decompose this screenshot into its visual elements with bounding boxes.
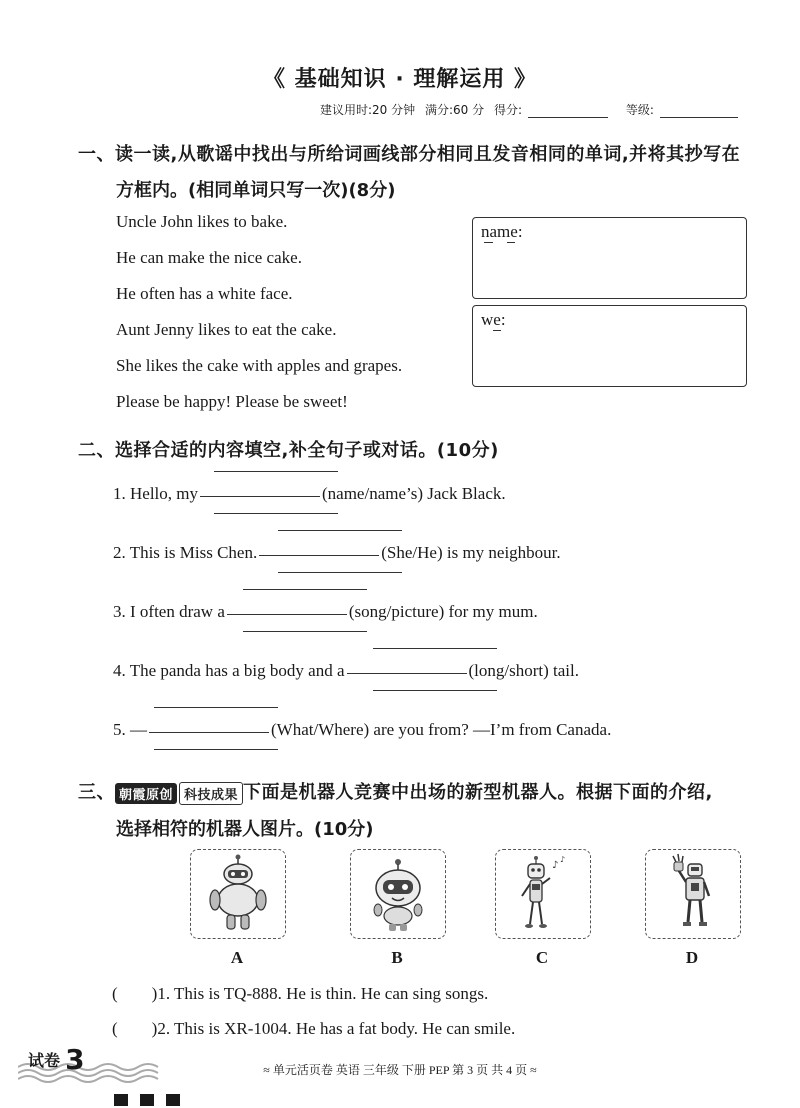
question-num: 2. — [113, 543, 126, 562]
question-4 — [113, 661, 579, 681]
singing-robot-icon — [496, 850, 590, 938]
badge-label: 试卷 — [28, 1051, 61, 1070]
rhyme-line: Uncle John likes to bake. — [116, 212, 288, 231]
question-1 — [113, 484, 506, 504]
rhyme-line: Aunt Jenny likes to eat the cake. — [116, 320, 337, 339]
option-label-a: A — [230, 948, 244, 967]
page-title — [0, 62, 800, 93]
fat-robot-icon — [191, 850, 285, 938]
answer-paren-open: ( — [112, 984, 118, 1003]
answer-blank[interactable] — [347, 673, 467, 674]
waving-robot-icon — [646, 850, 740, 938]
question-2 — [113, 543, 561, 563]
question-3 — [113, 602, 538, 622]
option-label-c: C — [535, 948, 549, 967]
question-after: (long/short) tail. — [468, 661, 579, 680]
answer-blank[interactable] — [149, 732, 269, 733]
guide-line — [373, 648, 497, 649]
answer-paren-open: ( — [112, 1019, 118, 1038]
section3-heading-cont: 选择相符的机器人图片。(10分) — [116, 819, 374, 840]
corner-mark — [166, 1094, 180, 1106]
corner-mark — [140, 1094, 154, 1106]
answer-blank[interactable] — [259, 555, 379, 556]
question-num: 1. — [113, 484, 126, 503]
answer-blank[interactable] — [227, 614, 347, 615]
guide-line — [278, 530, 402, 531]
score-blank[interactable] — [528, 117, 608, 118]
question-5 — [113, 720, 611, 740]
rhyme-line: He often has a white face. — [116, 284, 293, 303]
tech-tag: 科技成果 — [179, 782, 243, 805]
rhyme-line: He can make the nice cake. — [116, 248, 302, 267]
question-before: — — [130, 720, 147, 739]
option-label-b: B — [391, 948, 403, 967]
guide-line — [154, 707, 278, 708]
underline-mark — [493, 330, 501, 331]
option-label-d: D — [685, 948, 699, 967]
question-after: (name/name’s) Jack Black. — [322, 484, 506, 503]
answer-blank[interactable] — [200, 496, 320, 497]
guide-line — [243, 631, 367, 632]
svg-text:♪: ♪ — [552, 860, 559, 871]
underline-mark — [484, 242, 493, 243]
robot-card-d[interactable] — [645, 849, 741, 939]
section3-num: 三、 — [78, 782, 115, 803]
badge-number: 3 — [65, 1043, 85, 1076]
grade-blank[interactable] — [660, 117, 738, 118]
svg-text:♪: ♪ — [560, 855, 566, 864]
answer-paren-close: ) — [151, 984, 158, 1003]
footer-info: ≈ 单元活页卷 英语 三年级 下册 PEP 第 3 页 共 4 页 ≈ — [263, 1063, 537, 1077]
guide-line — [373, 690, 497, 691]
answer-box-we[interactable] — [472, 305, 747, 387]
section3-heading-text: 下面是机器人竞赛中出场的新型机器人。根据下面的介绍, — [243, 782, 713, 803]
robot-card-b[interactable] — [350, 849, 446, 939]
rhyme-line: She likes the cake with apples and grapes. — [116, 356, 403, 375]
rhyme-line: Please be happy! Please be sweet! — [116, 392, 348, 411]
section1-heading-cont: 方框内。(相同单词只写一次)(8分) — [116, 180, 396, 201]
section1-heading: 一、读一读,从歌谣中找出与所给词画线部分相同且发音相同的单词,并将其抄写在 — [78, 144, 741, 165]
title-left-bracket: 《 — [262, 67, 286, 92]
choice-text: 1. This is TQ-888. He is thin. He can sing songs. — [157, 984, 489, 1003]
robot-card-a[interactable] — [190, 849, 286, 939]
question-after: (What/Where) are you from? —I’m from Canada. — [271, 720, 612, 739]
guide-line — [214, 513, 338, 514]
guide-line — [278, 572, 402, 573]
score-label: 得分: — [493, 103, 522, 117]
title-right-bracket: 》 — [514, 67, 538, 92]
original-tag: 朝霞原创 — [115, 783, 177, 804]
suggested-time: 建议用时:20 分钟 — [320, 103, 416, 117]
underline-mark — [507, 242, 515, 243]
question-before: I often draw a — [130, 602, 225, 621]
section3-heading — [78, 778, 713, 805]
section2-heading: 二、选择合适的内容填空,补全句子或对话。(10分) — [78, 440, 499, 461]
question-num: 3. — [113, 602, 126, 621]
choice-item-1 — [112, 984, 488, 1004]
box-name-label: name: — [481, 222, 523, 241]
smiling-robot-icon — [351, 850, 445, 938]
choice-item-2 — [112, 1019, 515, 1039]
guide-line — [154, 749, 278, 750]
exam-meta — [320, 101, 738, 118]
question-num: 5. — [113, 720, 126, 739]
question-before: Hello, my — [130, 484, 198, 503]
robot-card-c[interactable] — [495, 849, 591, 939]
answer-box-name[interactable] — [472, 217, 747, 299]
question-after: (song/picture) for my mum. — [348, 602, 538, 621]
corner-mark — [114, 1094, 128, 1106]
question-before: This is Miss Chen. — [129, 543, 258, 562]
choice-text: 2. This is XR-1004. He has a fat body. He can smile. — [157, 1019, 516, 1038]
question-before: The panda has a big body and a — [129, 661, 345, 680]
title-text: 基础知识 · 理解运用 — [294, 67, 506, 92]
grade-label: 等级: — [625, 103, 654, 117]
guide-line — [214, 471, 338, 472]
full-score: 满分:60 分 — [424, 103, 485, 117]
question-num: 4. — [113, 661, 126, 680]
answer-paren-close: ) — [151, 1019, 158, 1038]
box-we-label: we: — [481, 310, 506, 329]
question-after: (She/He) is my neighbour. — [381, 543, 561, 562]
guide-line — [243, 589, 367, 590]
